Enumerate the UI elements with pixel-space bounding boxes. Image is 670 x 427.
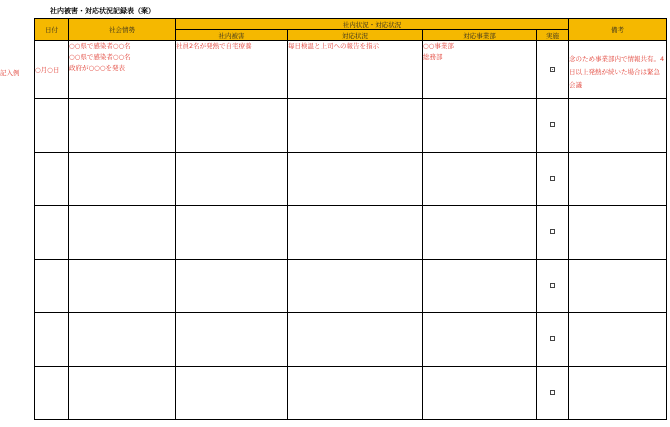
table-row xyxy=(35,152,667,206)
sheet-title: 社内被害・対応状況記録表（案） xyxy=(50,7,155,15)
social-cell[interactable] xyxy=(69,206,176,260)
done-checkbox[interactable] xyxy=(550,336,555,341)
table-row xyxy=(35,99,667,153)
dept-cell[interactable] xyxy=(423,366,537,420)
header-damage: 社内被害 xyxy=(176,30,288,41)
date-cell[interactable] xyxy=(35,366,69,420)
notes-cell[interactable] xyxy=(569,99,667,153)
done-checkbox[interactable] xyxy=(550,390,555,395)
notes-cell[interactable] xyxy=(569,313,667,367)
dept-cell[interactable] xyxy=(423,313,537,367)
social-cell[interactable] xyxy=(69,313,176,367)
table-row xyxy=(35,313,667,367)
done-cell[interactable] xyxy=(537,366,569,420)
example-notes-text: 念のため事業部内で情報共有。4日以上発熱が続いた場合は緊急会議 xyxy=(569,55,665,89)
example-damage-line: 社員2名が発熱で自宅療養 xyxy=(176,42,252,50)
notes-cell[interactable] xyxy=(569,152,667,206)
done-cell[interactable] xyxy=(537,99,569,153)
response-cell[interactable] xyxy=(288,152,423,206)
date-cell[interactable] xyxy=(35,313,69,367)
response-cell[interactable] xyxy=(288,313,423,367)
header-response: 対応状況 xyxy=(288,30,423,41)
damage-cell[interactable] xyxy=(176,99,288,153)
notes-cell[interactable] xyxy=(569,206,667,260)
example-done[interactable] xyxy=(537,41,569,99)
damage-cell[interactable] xyxy=(176,259,288,313)
dept-cell[interactable] xyxy=(423,152,537,206)
damage-cell[interactable] xyxy=(176,366,288,420)
damage-cell[interactable] xyxy=(176,313,288,367)
response-cell[interactable] xyxy=(288,206,423,260)
notes-cell[interactable] xyxy=(569,366,667,420)
example-social-line: ○○県で感染者○○名 xyxy=(69,53,131,61)
done-checkbox[interactable] xyxy=(550,283,555,288)
notes-cell[interactable] xyxy=(569,259,667,313)
dept-cell[interactable] xyxy=(423,99,537,153)
example-dept-line: ○○事業部 xyxy=(423,42,454,50)
dept-cell[interactable] xyxy=(423,259,537,313)
response-cell[interactable] xyxy=(288,259,423,313)
social-cell[interactable] xyxy=(69,259,176,313)
example-dept[interactable] xyxy=(423,41,537,99)
damage-cell[interactable] xyxy=(176,206,288,260)
example-social-line: 政府が○○○を発表 xyxy=(69,64,126,72)
header-group: 社内状況・対応状況 xyxy=(176,19,569,30)
done-checkbox[interactable] xyxy=(550,67,555,72)
example-dept-line: 総務部 xyxy=(423,53,443,61)
table-row xyxy=(35,206,667,260)
date-cell[interactable] xyxy=(35,259,69,313)
done-cell[interactable] xyxy=(537,259,569,313)
table-row-example xyxy=(35,41,667,99)
table-row xyxy=(35,366,667,420)
dept-cell[interactable] xyxy=(423,206,537,260)
date-cell[interactable] xyxy=(35,152,69,206)
example-response[interactable] xyxy=(288,41,423,99)
table-row xyxy=(35,259,667,313)
example-notes[interactable] xyxy=(569,41,667,99)
done-checkbox[interactable] xyxy=(550,229,555,234)
header-date: 日付 xyxy=(35,19,69,41)
response-cell[interactable] xyxy=(288,366,423,420)
header-notes: 備考 xyxy=(569,19,667,41)
example-label: 記入例 xyxy=(0,69,20,77)
done-cell[interactable] xyxy=(537,152,569,206)
social-cell[interactable] xyxy=(69,366,176,420)
example-date[interactable]: ○月○日 xyxy=(35,41,69,99)
done-cell[interactable] xyxy=(537,206,569,260)
social-cell[interactable] xyxy=(69,152,176,206)
example-social-line: ○○県で感染者○○名 xyxy=(69,42,131,50)
damage-cell[interactable] xyxy=(176,152,288,206)
date-cell[interactable] xyxy=(35,206,69,260)
header-dept: 対応事業部 xyxy=(423,30,537,41)
header-social: 社会情勢 xyxy=(69,19,176,41)
social-cell[interactable] xyxy=(69,99,176,153)
done-cell[interactable] xyxy=(537,313,569,367)
example-response-line: 毎日検温と上司への報告を指示 xyxy=(288,42,379,50)
date-cell[interactable] xyxy=(35,99,69,153)
header-done: 実施 xyxy=(537,30,569,41)
done-checkbox[interactable] xyxy=(550,122,555,127)
record-table xyxy=(34,18,667,420)
example-damage[interactable] xyxy=(176,41,288,99)
example-social[interactable] xyxy=(69,41,176,99)
response-cell[interactable] xyxy=(288,99,423,153)
done-checkbox[interactable] xyxy=(550,176,555,181)
